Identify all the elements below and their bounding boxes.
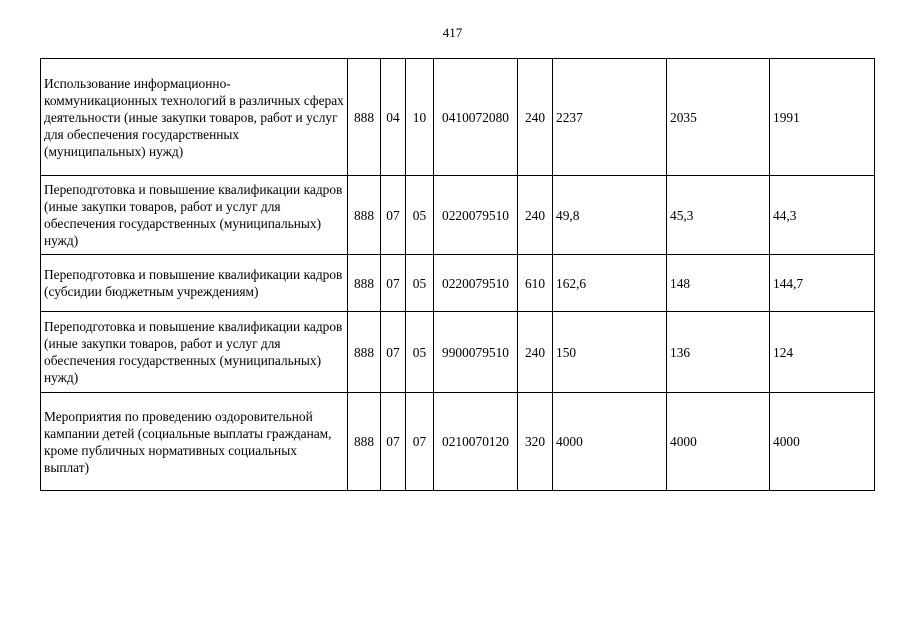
target-article-code: 9900079510 bbox=[434, 312, 518, 393]
amount-year-1: 2237 bbox=[553, 59, 667, 176]
table-row bbox=[41, 176, 875, 255]
page-number: 417 bbox=[442, 25, 463, 40]
row-description: Мероприятия по проведению оздоровительной кампании детей (социальные выплаты гражданам, кроме публичных нормативных социальных выплат) bbox=[41, 393, 348, 491]
amount-year-1: 4000 bbox=[553, 393, 667, 491]
ministry-code: 888 bbox=[348, 312, 381, 393]
subsection-code: 07 bbox=[406, 393, 434, 491]
target-article-code: 0220079510 bbox=[434, 255, 518, 312]
amount-year-3: 144,7 bbox=[770, 255, 875, 312]
ministry-code: 888 bbox=[348, 59, 381, 176]
table-row bbox=[41, 393, 875, 491]
section-code: 07 bbox=[381, 176, 406, 255]
section-code: 07 bbox=[381, 393, 406, 491]
expense-type-code: 610 bbox=[518, 255, 553, 312]
amount-year-3: 124 bbox=[770, 312, 875, 393]
amount-year-3: 4000 bbox=[770, 393, 875, 491]
amount-year-2: 148 bbox=[667, 255, 770, 312]
subsection-code: 10 bbox=[406, 59, 434, 176]
ministry-code: 888 bbox=[348, 255, 381, 312]
expense-type-code: 240 bbox=[518, 312, 553, 393]
subsection-code: 05 bbox=[406, 176, 434, 255]
amount-year-2: 4000 bbox=[667, 393, 770, 491]
budget-table bbox=[40, 58, 875, 491]
amount-year-2: 2035 bbox=[667, 59, 770, 176]
expense-type-code: 320 bbox=[518, 393, 553, 491]
amount-year-1: 150 bbox=[553, 312, 667, 393]
section-code: 07 bbox=[381, 255, 406, 312]
section-code: 07 bbox=[381, 312, 406, 393]
amount-year-1: 162,6 bbox=[553, 255, 667, 312]
row-description: Использование информационно-коммуникационных технологий в различных сферах деятельности (иные закупки товаров, работ и услуг для обеспечения государственных (муниципальных) нужд) bbox=[41, 59, 348, 176]
target-article-code: 0410072080 bbox=[434, 59, 518, 176]
amount-year-3: 44,3 bbox=[770, 176, 875, 255]
table-row bbox=[41, 312, 875, 393]
row-description: Переподготовка и повышение квалификации кадров (иные закупки товаров, работ и услуг для обеспечения государственных (муниципальных) нужд) bbox=[41, 312, 348, 393]
amount-year-1: 49,8 bbox=[553, 176, 667, 255]
subsection-code: 05 bbox=[406, 255, 434, 312]
ministry-code: 888 bbox=[348, 176, 381, 255]
expense-type-code: 240 bbox=[518, 176, 553, 255]
ministry-code: 888 bbox=[348, 393, 381, 491]
row-description: Переподготовка и повышение квалификации кадров (субсидии бюджетным учреждениям) bbox=[41, 255, 348, 312]
section-code: 04 bbox=[381, 59, 406, 176]
amount-year-2: 136 bbox=[667, 312, 770, 393]
expense-type-code: 240 bbox=[518, 59, 553, 176]
amount-year-3: 1991 bbox=[770, 59, 875, 176]
subsection-code: 05 bbox=[406, 312, 434, 393]
target-article-code: 0220079510 bbox=[434, 176, 518, 255]
target-article-code: 0210070120 bbox=[434, 393, 518, 491]
amount-year-2: 45,3 bbox=[667, 176, 770, 255]
table-row bbox=[41, 255, 875, 312]
row-description: Переподготовка и повышение квалификации кадров (иные закупки товаров, работ и услуг для обеспечения государственных (муниципальных) нужд) bbox=[41, 176, 348, 255]
table-row bbox=[41, 59, 875, 176]
